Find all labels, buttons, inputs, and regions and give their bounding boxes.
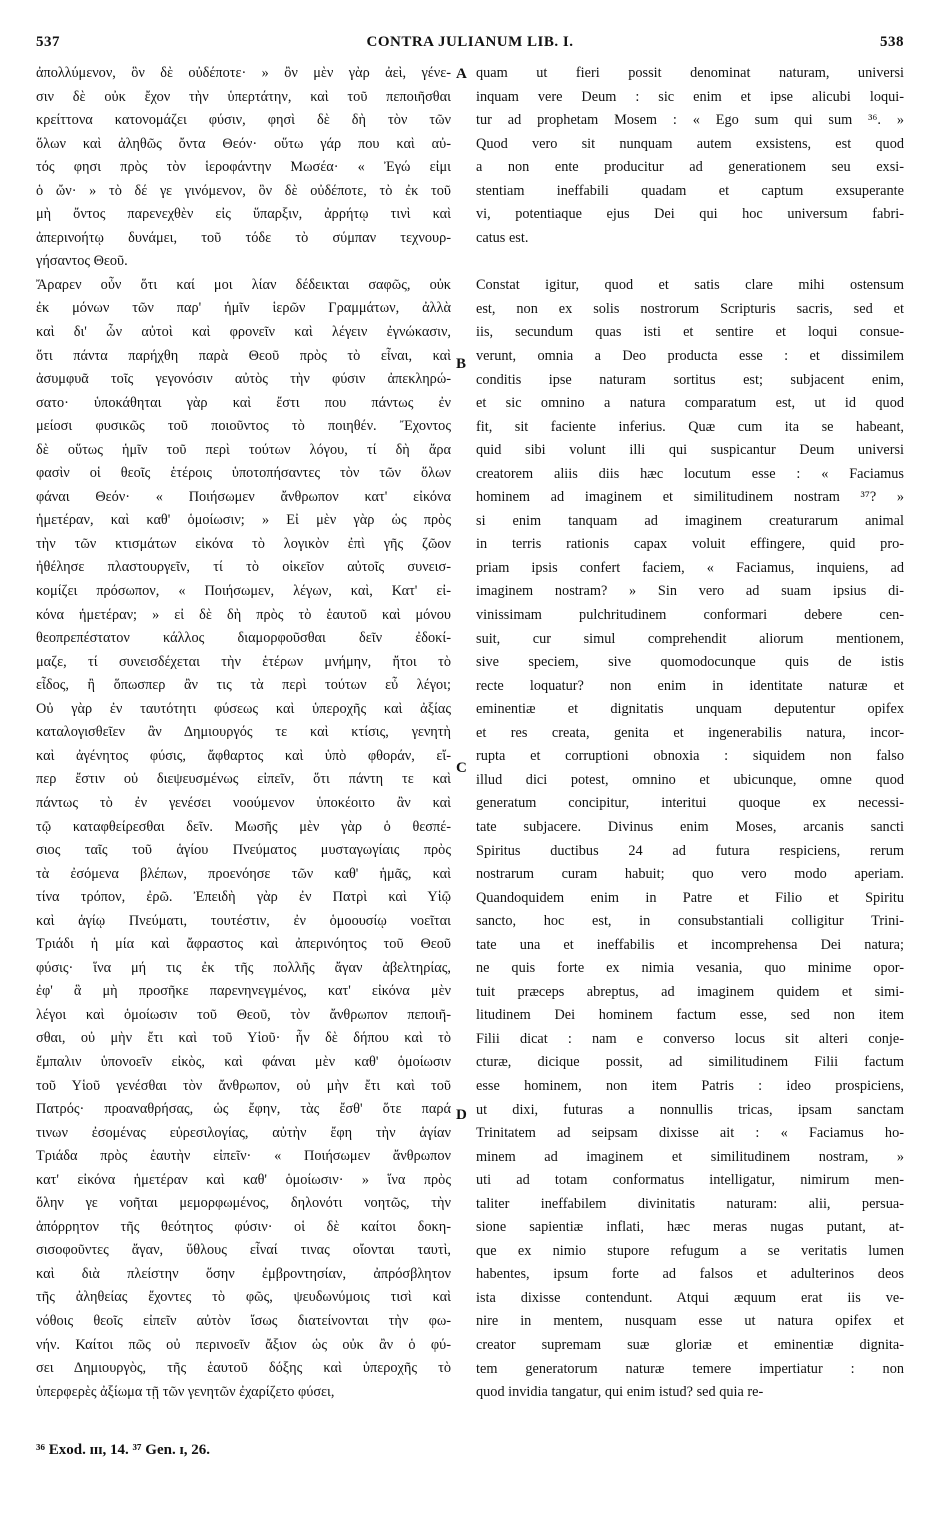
text-line: creator supremam suæ gloriæ et eminentiæ dignita- (476, 1336, 904, 1353)
text-line: κρείττονα κατονομάζει φύσιν, φησὶ δὲ δὴ τὸν τῶν (36, 112, 451, 129)
text-line: ὅτι πάντα παρήχθη παρὰ Θεοῦ πρὸς τὸ εἶναι, καὶ (36, 347, 451, 364)
text-line: καταλογισθεῖεν ἂν Δημιουργός τε καὶ κτίσις, γενητὴ (36, 724, 451, 741)
text-line: ὁ ὤν· » τὸ δέ γε γινόμενον, ὃν δὲ οὐδέποτε, τὸ ἐκ τοῦ (36, 182, 451, 199)
text-line: τῆς ἀληθείας ἔχοντες τὸ φῶς, ψευδωνύμοις τισὶ καὶ (36, 1289, 451, 1306)
text-line: φύσις· ἵνα μή τις ἐκ τῆς πολλῆς ἄγαν ἀβελτηρίας, (36, 959, 451, 976)
text-line: καὶ διὰ πλείστην ὅσην ἐμβροντησίαν, ἀπρόσβλητον (36, 1265, 451, 1282)
text-line: Quod vero sit nunquam autem exsistens, est quod (476, 135, 904, 152)
text-line: catus est. (476, 229, 529, 246)
text-line: eminentiæ et dignitatis unquam deputentur opifex (476, 701, 904, 718)
text-line: sancto, hoc est, in consubstantiali colligitur Trini- (476, 913, 904, 930)
text-line: habentes, ipsum forte ad falsos et adulterinos deos (476, 1266, 904, 1283)
text-line: ἡμετέραν, καὶ καθ' ὁμοίωσιν; » Εἰ μὲν γὰρ ὡς πρὸς (36, 512, 451, 529)
text-line: inquam vere Deum : sic enim et ipse alicubi loqui- (476, 88, 904, 105)
margin-marker-a: A (456, 66, 467, 82)
text-line: τός φησι πρὸς τὸν ἱεροφάντην Μωσέα· « Ἐγώ εἰμι (36, 159, 451, 176)
text-line: σιος ταῖς τοῦ ἁγίου Πνεύματος μυσταγωγίαις πρὸς (36, 842, 451, 859)
text-line: litudinem Dei hominem factum esse, sed non item (476, 1007, 904, 1024)
text-line: ἀπολλύμενον, ὃν δὲ οὐδέποτε· » ὂν μὲν γὰρ ἀεὶ, γένε- (36, 65, 451, 81)
text-line: rupta et corruptioni obnoxia : siquidem non falso (476, 748, 904, 765)
margin-marker-c: C (456, 760, 467, 776)
text-line: cturæ, dicique possit, ad similitudinem Filii factum (476, 1054, 904, 1071)
text-line: ὅλην γε νοῆται μεμορφωμένος, δηλονότι νοητῶς, τὴν (36, 1195, 451, 1212)
text-line: δὲ οὕτως ἡμῖν τοῦ περὶ τούτων λόγου, τί δὴ ἄρα (36, 441, 451, 458)
text-line: Πατρός· προαναθρήσας, ὡς ἔφην, τὰς ἔσθ' ὅτε παρά (36, 1101, 451, 1118)
latin-paragraph-1 (476, 62, 904, 250)
text-line: imaginem nostram? » Sin vero ad suam ipsius di- (476, 583, 904, 600)
text-line: Quandoquidem enim in Patre et Filio et Spiritu (476, 889, 904, 906)
text-line: περ ἔστιν οὐ διεψευσμένως εἰπεῖν, ὅτι πάντη τε καὶ (36, 771, 451, 788)
text-line: πάντως τὸ ἐν γενέσει νοούμενον ὑποκέοιτο ἂν καὶ (36, 794, 451, 811)
text-line: ista dixisse contendunt. Atqui æquum erat iis ve- (476, 1289, 904, 1306)
text-line: quam ut fieri possit denominat naturam, universi (476, 65, 904, 81)
text-line: a non ente producitur ad generationem seu exsi- (476, 159, 904, 176)
greek-paragraph-2 (36, 274, 451, 1404)
text-line: ἐφ' ἃ μὴ προσῆκε παρενηνεγμένος, κατ' εἰκόνα μὲν (36, 983, 451, 1000)
text-line: est, non ex solis nostrorum Scripturis sacris, sed et (476, 300, 904, 317)
text-line: sione sapientiæ inflati, hæc meras nugas putant, at- (476, 1219, 904, 1236)
text-line: vinissimam pulchritudinem conformari debere cen- (476, 607, 904, 624)
text-line: nostrarum curam habuit; quo vero modo aperiam. (476, 866, 904, 883)
text-line: κατ' εἰκόνα ἡμετέραν καὶ καθ' ὁμοίωσιν· » ἵνα πρὸς (36, 1171, 451, 1188)
text-line: μείοσι φυσικῶς τοῦ ποιοῦντος τὸ ποιηθέν. Ἔχοντος (36, 418, 451, 435)
text-line: φασὶν οἱ θεοῖς ἑτέροις ὑποτοπήσαντες τὸν τῶν ὅλων (36, 465, 451, 482)
text-line: κομίζει πρόσωπον, « Ποιήσωμεν, λέγων, καὶ, Κατ' εἰ- (36, 583, 451, 600)
text-line: stentiam ineffabili quadam et captum exsuperante (476, 182, 904, 199)
text-line: ὑπερφερὲς ἀξίωμα τῇ τῶν γενητῶν ἐχαρίζετο φύσει, (36, 1383, 335, 1400)
text-line: tem generatorum naturæ temere impertiatur : non (476, 1360, 904, 1377)
page-number-left: 537 (36, 34, 60, 50)
text-line: σει Δημιουργὸς, τῆς ἑαυτοῦ δόξης καὶ ὑπεροχῆς τὸ (36, 1360, 451, 1377)
text-line: ne quis forte ex nimia vesania, quo minime opor- (476, 960, 904, 977)
text-line: λέγοι καὶ ὁμοίωσιν τοῦ Θεοῦ, τὸν ἄνθρωπον πεποιῆ- (36, 1006, 451, 1023)
text-line: priam ipsis confert faciem, « Faciamus, inquiens, ad (476, 559, 904, 576)
text-line: Οὐ γὰρ ἐν ταυτότητι φύσεως καὶ ὑπεροχῆς καὶ ἀξίας (36, 700, 451, 717)
page-number-right: 538 (880, 34, 904, 50)
text-line: ἀπερινοήτῳ δυνάμει, τοῦ τόδε τὸ σύμπαν τεχνουρ- (36, 229, 451, 246)
text-line: ἠθέλησε πλαστουργεῖν, τί τὸ οἰκεῖον αὐτοῖς συνεισ- (36, 559, 451, 576)
greek-paragraph-1 (36, 62, 451, 274)
text-line: minem ad imaginem et similitudinem nostram, » (476, 1148, 904, 1165)
footnotes: ³⁶ Exod. ɪɪɪ, 14. ³⁷ Gen. ɪ, 26. (36, 1442, 211, 1458)
text-line: κόνα ἡμετέραν; » εἰ δὲ δὴ πρὸς τὸ ἑαυτοῦ καὶ μόνου (36, 606, 451, 623)
text-line: θεοπρεπέστατον κάλλος διαμορφοῦσθαι δεῖν ἐδοκί- (36, 630, 451, 647)
running-title: CONTRA JULIANUM LIB. I. (366, 34, 574, 50)
margin-marker-b: B (456, 356, 467, 372)
text-line: conditis ipse naturam sortitus est; subjacent enim, (476, 371, 904, 388)
text-line: τὰ ἐσόμενα βλέπων, προενόησε τῶν καθ' ἡμᾶς, καὶ (36, 865, 451, 882)
text-line: uti ad totam conformatus intelligatur, nimirum men- (476, 1172, 904, 1189)
text-line: verunt, omnia a Deo producta esse : et dissimilem (476, 348, 904, 365)
running-header (36, 34, 904, 56)
text-line: Τριάδα πρὸς ἑαυτὴν εἰπεῖν· « Ποιήσωμεν ἄνθρωπον (36, 1148, 451, 1165)
greek-column (36, 62, 451, 1404)
text-line: τῷ καταφθείρεσθαι δεῖν. Μωσῆς μὲν γὰρ ὁ θεσπέ- (36, 818, 451, 835)
latin-paragraph-2 (476, 274, 904, 1404)
text-line: recte loquatur? non enim in identitate naturæ et (476, 677, 904, 694)
text-line: iis, secundum quas isti et sentire et loqui consue- (476, 324, 904, 341)
text-line: vi, potentiaque ejus Dei qui hoc universum fabri- (476, 206, 904, 223)
text-line: Filii dicat : nam e converso locus sit alteri conje- (476, 1030, 904, 1047)
text-line: nire in mentem, nusquam esse ut natura opifex et (476, 1313, 904, 1330)
text-line: σισοφοῦντες ἄγαν, ὕθλους εἶναί τινας οἴονται ταυτὶ, (36, 1242, 451, 1259)
text-line: ἀπόρρητον τῆς θεότητος φύσιν· οἱ δὲ καίτοι δοκη- (36, 1218, 451, 1235)
text-line: generatum concipitur, interitui quoque ex necessi- (476, 795, 904, 812)
text-line: καὶ ἁγίῳ Πνεύματι, τουτέστιν, ἐν ὁμοουσίῳ νοεῖται (36, 912, 451, 929)
text-line: καὶ ἀγένητος φύσις, ἄφθαρτος καὶ ὑπὸ φθοράν, εἴ- (36, 747, 451, 764)
text-line: tuit præceps abreptus, ad imaginem quidem et simi- (476, 983, 904, 1000)
text-line: hominem ad imaginem et similitudinem nostram ³⁷? » (476, 489, 904, 506)
text-line: νόθοις θεοῖς εἰπεῖν αὐτὸν ἴσως διατείνονται τὴν φω- (36, 1312, 451, 1329)
paragraph-gap (476, 250, 904, 274)
latin-column (476, 62, 904, 1405)
text-line: esse hominem, non item Patris : ideo prospiciens, (476, 1077, 904, 1094)
text-line: ὅλων καὶ ἀληθῶς ὄντα Θεόν· οὕτω γάρ που καὶ αὐ- (36, 135, 451, 152)
text-line: creatorem aliis diis hæc locutum esse : « Faciamus (476, 465, 904, 482)
text-line: ut dixi, futuras a nonnullis tricas, ipsam sanctam (476, 1101, 904, 1118)
text-line: fit, sit faciente inferius. Quæ cum ita se habeant, (476, 418, 904, 435)
text-line: σιν δὲ οὐκ ἔχον τὴν ὑπερτάτην, καὶ τοῦ πεποιῆσθαι (36, 88, 451, 105)
text-line: Trinitatem ad seipsam dixisse ait : « Faciamus ho- (476, 1125, 904, 1142)
text-line: Τριάδι ἡ μία καὶ ἄφραστος καὶ ἀπερινόητος τοῦ Θεοῦ (36, 936, 451, 953)
text-line: μαζε, τί συνεισδέχεται τὴν ἑτέρων μνήμην, ἤτοι τὸ (36, 653, 451, 670)
text-line: que ex nimio stupore refugum a se veritatis lumen (476, 1242, 904, 1259)
text-line: quid sibi volunt illi qui suspicantur Deum universi (476, 442, 904, 459)
text-line: si enim tanquam ad imaginem creaturarum animal (476, 512, 904, 529)
text-line: ἔμπαλιν ὑπονοεῖν εἰκὸς, καὶ φάναι μὲν καθ' ὁμοίωσιν (36, 1053, 451, 1070)
text-line: σατο· ὑποκάθηται γὰρ καὶ ἔστι που πάντως ἐν (36, 394, 451, 411)
text-line: illud dici potest, omnino et ubicunque, omne quod (476, 771, 904, 788)
text-line: καὶ δι' ὧν αὐτοὶ καὶ φρονεῖν καὶ λέγειν ἐγνώκασιν, (36, 324, 451, 341)
text-line: Ἄραρεν οὖν ὅτι καί μοι λίαν δέδεικται σαφῶς, οὐκ (36, 276, 451, 293)
text-line: εἶδος, ἢ ὅπωσπερ ἂν τις τὰ περὶ τούτων εὖ λέγοι; (36, 677, 451, 694)
text-line: τίνα τρόπον, ἐρῶ. Ἐπειδὴ γὰρ ἐν Πατρὶ καὶ Υἱῷ (36, 889, 451, 906)
text-line: tate subjacere. Divinus enim Moses, arcanis sancti (476, 818, 904, 835)
text-line: ἐκ μόνων τῶν παρ' ἡμῖν ἱερῶν Γραμμάτων, ἀλλὰ (36, 300, 451, 317)
text-line: τοῦ Υἱοῦ γενέσθαι τὸν ἄνθρωπον, οὐ μὴν ἔτι καὶ τοῦ (36, 1077, 451, 1094)
text-line: μὴ ὄντος παρενεχθὲν εἰς ὕπαρξιν, ἀρρήτῳ τινὶ καὶ (36, 206, 451, 223)
text-line: ἀσυμφυᾶ τοῖς γεγονόσιν αὐτὸς τὴν φύσιν ἀπεκληρώ- (36, 371, 451, 388)
text-line: γήσαντος Θεοῦ. (36, 253, 128, 270)
text-line: tur ad prophetam Mosem : « Ego sum qui sum ³⁶. » (476, 112, 904, 129)
text-line: et sic omnino a natura comparatum est, ut id quod (476, 395, 904, 412)
text-line: φάναι Θεόν· « Ποιήσωμεν ἄνθρωπον κατ' εἰκόνα (36, 488, 451, 505)
text-line: Spiritus ductibus 24 ad futura respiciens, rerum (476, 842, 904, 859)
text-line: Constat igitur, quod et satis clare mihi ostensum (476, 277, 904, 294)
text-line: tate una et ineffabilis et incomprehensa Dei natura; (476, 936, 904, 953)
text-line: σθαι, οὐ μὴν ἔτι καὶ τοῦ Υἱοῦ· ἦν δὲ δήπου καὶ τὸ (36, 1030, 451, 1047)
text-line: suit, cur simul comprehendit aliorum mentionem, (476, 630, 904, 647)
text-line: νήν. Καίτοι πῶς οὐ περινοεῖν ἄξιον ὡς οὐκ ἂν ὁ φύ- (36, 1336, 451, 1353)
text-line: taliter ineffabilem divinitatis naturam: alii, persua- (476, 1195, 904, 1212)
text-line: τινων ἐσομένας εὑρεσιλογίας, αὐτὴν ἔφη τὴν ἁγίαν (36, 1124, 451, 1141)
text-line: sive speciem, sive quomodocunque quis de istis (476, 654, 904, 671)
margin-marker-d: D (456, 1107, 467, 1123)
text-line: τὴν τῶν κτισμάτων εἰκόνα τὸ λογικὸν ἐπὶ γῆς ζῶον (36, 535, 451, 552)
text-line: in terris rationis capax voluit effingere, quid pro- (476, 536, 904, 553)
text-line: quod invidia tangatur, qui enim istud? sed quia re- (476, 1384, 764, 1401)
text-line: et res creata, genita et ingenerabilis natura, incor- (476, 724, 904, 741)
